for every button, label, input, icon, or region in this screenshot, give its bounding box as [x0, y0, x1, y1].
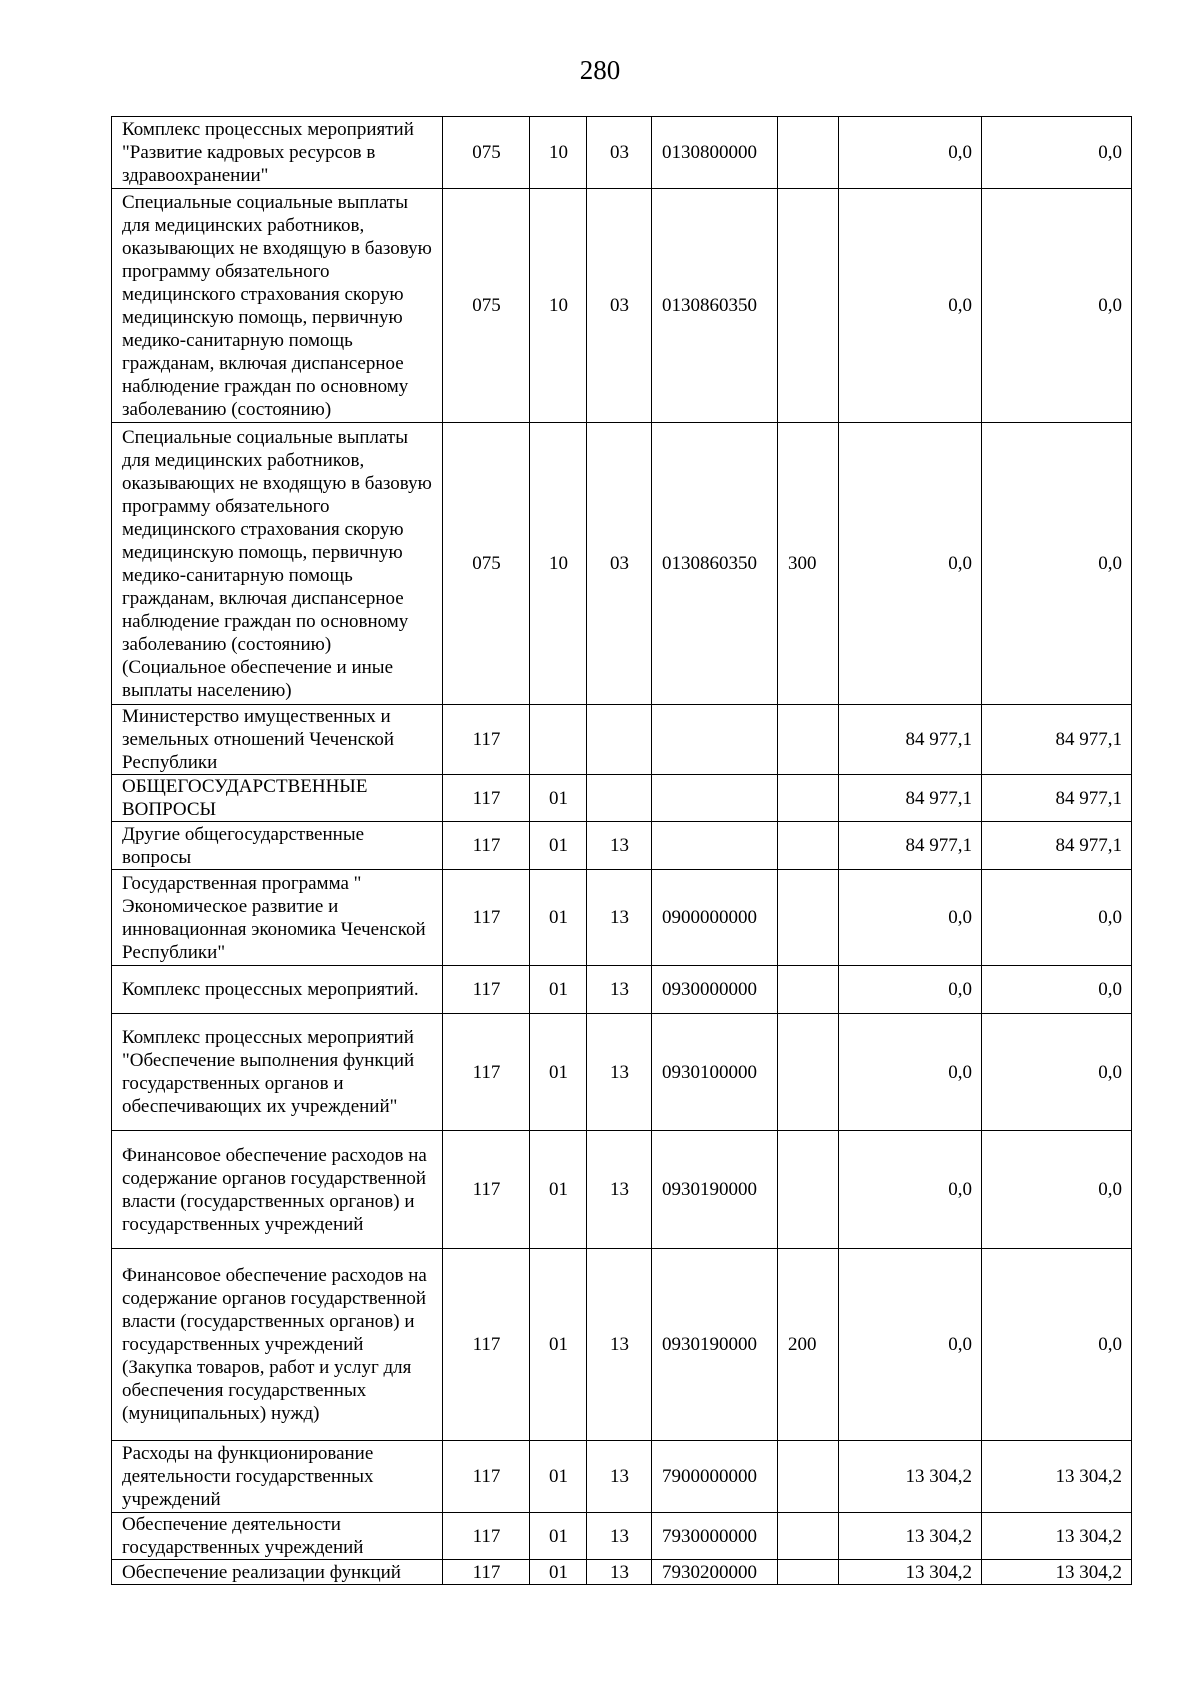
- table-row: [112, 1441, 1132, 1513]
- cell-expense-type: [778, 966, 839, 1014]
- cell-grbs: 117: [443, 1249, 530, 1441]
- cell-target-article: 0930100000: [652, 1014, 778, 1131]
- table-row: [112, 1513, 1132, 1560]
- cell-podrazdel: 13: [587, 870, 652, 966]
- cell-podrazdel: 13: [587, 1014, 652, 1131]
- cell-expense-type: [778, 1441, 839, 1513]
- cell-name: Министерство имущественных и земельных отношений Чеченской Республики: [112, 705, 443, 775]
- cell-podrazdel: [587, 775, 652, 822]
- cell-amount-2: 0,0: [982, 870, 1132, 966]
- cell-razdel: 10: [530, 117, 587, 189]
- cell-amount-1: 0,0: [839, 423, 982, 705]
- cell-amount-1: 0,0: [839, 1131, 982, 1249]
- cell-grbs: 075: [443, 117, 530, 189]
- cell-podrazdel: 13: [587, 1441, 652, 1513]
- cell-expense-type: [778, 117, 839, 189]
- cell-expense-type: [778, 189, 839, 423]
- cell-expense-type: [778, 1014, 839, 1131]
- cell-amount-1: 0,0: [839, 1014, 982, 1131]
- cell-grbs: 117: [443, 1513, 530, 1560]
- cell-expense-type: [778, 1513, 839, 1560]
- cell-target-article: 0130800000: [652, 117, 778, 189]
- cell-target-article: [652, 822, 778, 870]
- cell-amount-2: 0,0: [982, 117, 1132, 189]
- cell-target-article: 7930200000: [652, 1560, 778, 1585]
- cell-amount-1: 13 304,2: [839, 1513, 982, 1560]
- cell-razdel: 01: [530, 966, 587, 1014]
- cell-amount-1: 0,0: [839, 1249, 982, 1441]
- cell-amount-2: 84 977,1: [982, 705, 1132, 775]
- table-row: [112, 705, 1132, 775]
- cell-target-article: 0930190000: [652, 1131, 778, 1249]
- cell-expense-type: [778, 775, 839, 822]
- cell-name: Обеспечение реализации функций: [112, 1560, 443, 1585]
- cell-target-article: 0930000000: [652, 966, 778, 1014]
- cell-target-article: 0130860350: [652, 423, 778, 705]
- cell-grbs: 075: [443, 423, 530, 705]
- cell-expense-type: [778, 1560, 839, 1585]
- cell-amount-2: 13 304,2: [982, 1560, 1132, 1585]
- cell-name: ОБЩЕГОСУДАРСТВЕННЫЕ ВОПРОСЫ: [112, 775, 443, 822]
- cell-target-article: 0900000000: [652, 870, 778, 966]
- cell-grbs: 117: [443, 966, 530, 1014]
- cell-amount-1: 0,0: [839, 966, 982, 1014]
- cell-razdel: 01: [530, 1249, 587, 1441]
- cell-amount-1: 84 977,1: [839, 822, 982, 870]
- cell-target-article: 7930000000: [652, 1513, 778, 1560]
- cell-razdel: 10: [530, 189, 587, 423]
- cell-amount-1: 13 304,2: [839, 1560, 982, 1585]
- table-row: [112, 822, 1132, 870]
- table-body: [112, 117, 1132, 1585]
- cell-podrazdel: 13: [587, 1249, 652, 1441]
- cell-grbs: 117: [443, 705, 530, 775]
- cell-grbs: 117: [443, 1441, 530, 1513]
- cell-podrazdel: 03: [587, 117, 652, 189]
- cell-razdel: 01: [530, 1560, 587, 1585]
- cell-grbs: 117: [443, 1131, 530, 1249]
- cell-target-article: 0930190000: [652, 1249, 778, 1441]
- cell-amount-1: 0,0: [839, 189, 982, 423]
- budget-table: [111, 116, 1132, 1585]
- cell-name: Специальные социальные выплаты для медицинских работников, оказывающих не входящую в базовую программу обязательного медицинского страхования скорую медицинскую помощь, первичную медико-санитарную помощь гражданам, включая диспансерное наблюдение граждан по основному заболеванию (состоянию) (Социальное обеспечение и иные выплаты населению): [112, 423, 443, 705]
- cell-razdel: 01: [530, 775, 587, 822]
- cell-expense-type: [778, 822, 839, 870]
- cell-expense-type: 300: [778, 423, 839, 705]
- cell-target-article: [652, 705, 778, 775]
- cell-amount-2: 0,0: [982, 1131, 1132, 1249]
- table-row: [112, 189, 1132, 423]
- table-row: [112, 775, 1132, 822]
- cell-name: Финансовое обеспечение расходов на содержание органов государственной власти (государственных органов) и государственных учреждений: [112, 1131, 443, 1249]
- cell-amount-1: 0,0: [839, 117, 982, 189]
- cell-razdel: 10: [530, 423, 587, 705]
- cell-name: Финансовое обеспечение расходов на содержание органов государственной власти (государственных органов) и государственных учреждений (Закупка товаров, работ и услуг для обеспечения государственных (муниципальных) нужд): [112, 1249, 443, 1441]
- cell-amount-2: 84 977,1: [982, 822, 1132, 870]
- cell-name: Комплекс процессных мероприятий "Развитие кадровых ресурсов в здравоохранении": [112, 117, 443, 189]
- cell-razdel: 01: [530, 822, 587, 870]
- page-number: 280: [579, 55, 621, 85]
- cell-amount-2: 0,0: [982, 189, 1132, 423]
- cell-target-article: [652, 775, 778, 822]
- cell-podrazdel: 13: [587, 966, 652, 1014]
- table-row: [112, 1249, 1132, 1441]
- cell-name: Специальные социальные выплаты для медицинских работников, оказывающих не входящую в базовую программу обязательного медицинского страхования скорую медицинскую помощь, первичную медико-санитарную помощь гражданам, включая диспансерное наблюдение граждан по основному заболеванию (состоянию): [112, 189, 443, 423]
- cell-grbs: 117: [443, 822, 530, 870]
- cell-name: Обеспечение деятельности государственных учреждений: [112, 1513, 443, 1560]
- cell-razdel: 01: [530, 870, 587, 966]
- table-row: [112, 423, 1132, 705]
- cell-target-article: 0130860350: [652, 189, 778, 423]
- cell-amount-1: 84 977,1: [839, 705, 982, 775]
- table-row: [112, 1014, 1132, 1131]
- cell-target-article: 7900000000: [652, 1441, 778, 1513]
- cell-amount-2: 0,0: [982, 966, 1132, 1014]
- cell-razdel: 01: [530, 1441, 587, 1513]
- cell-grbs: 117: [443, 1014, 530, 1131]
- cell-name: Другие общегосударственные вопросы: [112, 822, 443, 870]
- cell-grbs: 075: [443, 189, 530, 423]
- table-row: [112, 870, 1132, 966]
- table-row: [112, 1131, 1132, 1249]
- cell-expense-type: [778, 1131, 839, 1249]
- cell-amount-2: 13 304,2: [982, 1513, 1132, 1560]
- cell-name: Комплекс процессных мероприятий "Обеспечение выполнения функций государственных органов и обеспечивающих их учреждений": [112, 1014, 443, 1131]
- cell-podrazdel: 03: [587, 189, 652, 423]
- cell-name: Государственная программа " Экономическое развитие и инновационная экономика Чеченской Республики": [112, 870, 443, 966]
- cell-podrazdel: 13: [587, 822, 652, 870]
- cell-grbs: 117: [443, 1560, 530, 1585]
- cell-podrazdel: 03: [587, 423, 652, 705]
- cell-grbs: 117: [443, 775, 530, 822]
- cell-amount-2: 84 977,1: [982, 775, 1132, 822]
- cell-name: Расходы на функционирование деятельности государственных учреждений: [112, 1441, 443, 1513]
- cell-amount-1: 84 977,1: [839, 775, 982, 822]
- cell-podrazdel: 13: [587, 1560, 652, 1585]
- cell-amount-1: 0,0: [839, 870, 982, 966]
- cell-podrazdel: 13: [587, 1131, 652, 1249]
- cell-expense-type: 200: [778, 1249, 839, 1441]
- cell-name: Комплекс процессных мероприятий.: [112, 966, 443, 1014]
- cell-expense-type: [778, 705, 839, 775]
- cell-podrazdel: [587, 705, 652, 775]
- table-row: [112, 117, 1132, 189]
- cell-razdel: 01: [530, 1513, 587, 1560]
- cell-expense-type: [778, 870, 839, 966]
- cell-podrazdel: 13: [587, 1513, 652, 1560]
- cell-amount-1: 13 304,2: [839, 1441, 982, 1513]
- cell-razdel: 01: [530, 1131, 587, 1249]
- cell-grbs: 117: [443, 870, 530, 966]
- cell-amount-2: 0,0: [982, 423, 1132, 705]
- cell-amount-2: 0,0: [982, 1249, 1132, 1441]
- cell-razdel: 01: [530, 1014, 587, 1131]
- table-row: [112, 1560, 1132, 1585]
- cell-amount-2: 13 304,2: [982, 1441, 1132, 1513]
- table-row: [112, 966, 1132, 1014]
- cell-amount-2: 0,0: [982, 1014, 1132, 1131]
- cell-razdel: [530, 705, 587, 775]
